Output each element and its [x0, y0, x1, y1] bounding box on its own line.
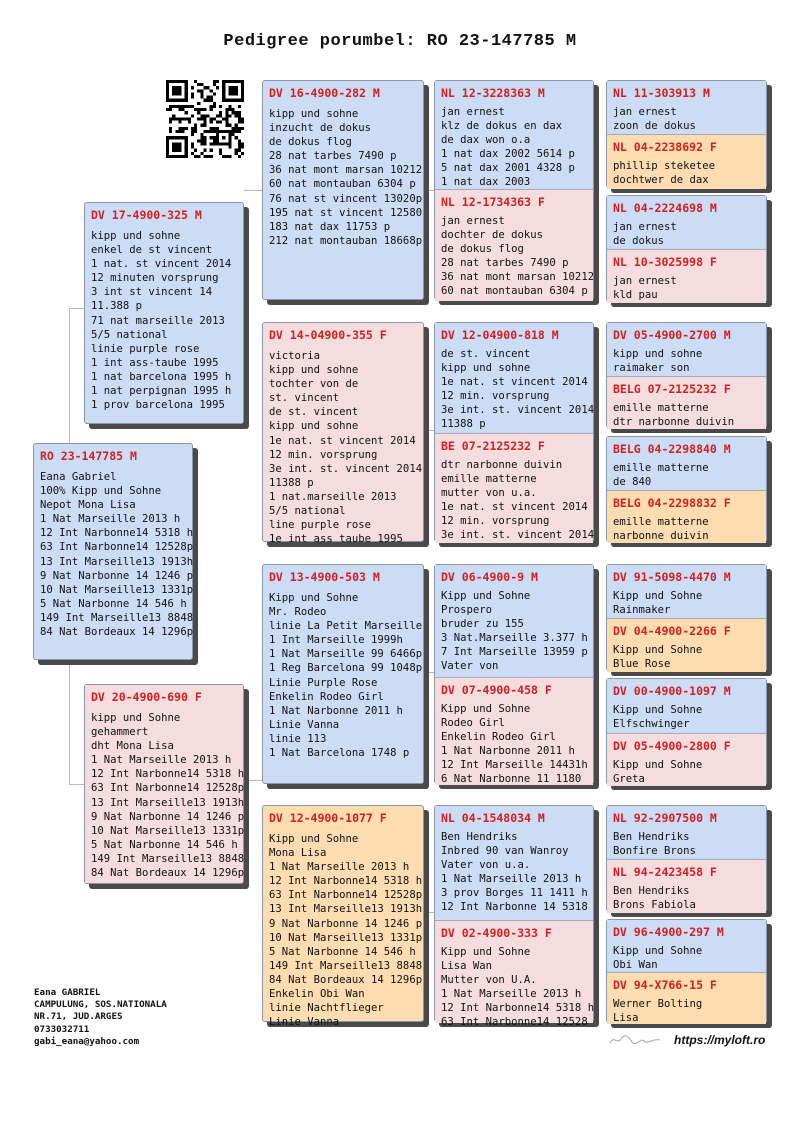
pedigree-line: emille matterne: [441, 473, 537, 486]
ring-number: RO 23-147785 M: [40, 449, 137, 463]
pedigree-line: 9 Nat Narbonne 14 1246 p: [40, 569, 194, 582]
connector-line: [244, 780, 262, 781]
card-lines: [91, 229, 237, 412]
pedigree-card-gen5-16: [607, 972, 766, 1024]
pedigree-line: 1e int ass taube 1995: [269, 533, 403, 546]
card-lines: [613, 758, 760, 786]
pedigree-line: 12 Int Narbonne14 5318 h: [91, 768, 245, 781]
pedigree-line: 149 Int Marseille13 8848: [40, 611, 194, 624]
card-lines: [613, 884, 760, 912]
pedigree-line: Vater von u.a.: [441, 859, 531, 872]
card-lines: [613, 220, 760, 248]
card-lines: [441, 702, 587, 787]
card-lines: [441, 347, 595, 432]
pedigree-line: 12 Int Narbonne14 5318 h: [441, 1002, 595, 1015]
pedigree-pair-gen5-7: [606, 805, 767, 912]
card-lines: [613, 830, 760, 858]
pedigree-line: 12 minuten vorsprung: [91, 272, 219, 285]
pedigree-card-gen5-3: [607, 196, 766, 249]
pedigree-line: 71 nat marseille 2013: [91, 314, 225, 327]
pedigree-line: 3e int. st. vincent 2014: [269, 462, 423, 475]
pedigree-line: de 840: [613, 476, 652, 489]
pedigree-line: 63 Int Narbonne14 12528p: [269, 889, 423, 902]
pedigree-line: Kipp und Sohne: [613, 759, 703, 771]
pedigree-line: jan ernest: [613, 275, 677, 287]
card-lines: [441, 214, 595, 299]
pedigree-pair-gen4-4: [434, 805, 595, 1029]
pedigree-line: Kipp und Sohne: [441, 703, 531, 715]
logo-icon: [608, 1033, 662, 1047]
card-lines: [441, 458, 595, 543]
pedigree-line: 149 Int Marseille13 8848: [91, 852, 245, 865]
pedigree-line: kipp und sohne: [269, 420, 359, 433]
pedigree-line: Lisa Wan: [441, 960, 493, 973]
pedigree-line: phillip steketee: [613, 160, 716, 172]
pedigree-line: 63 Int Narbonne14 12528: [441, 1016, 588, 1029]
ring-number: DV 05-4900-2800 F: [613, 739, 731, 753]
card-lines: [91, 711, 245, 880]
owner-address-2: NR.71, JUD.ARGES: [34, 1011, 123, 1023]
pedigree-line: 36 nat mont marsan 10212: [269, 164, 423, 177]
pedigree-card-gen5-11: [607, 679, 766, 733]
ring-number: DV 94-X766-15 F: [613, 978, 717, 992]
ring-number: DV 91-5098-4470 M: [613, 570, 731, 584]
pedigree-line: Ben Hendriks: [613, 885, 690, 897]
pedigree-line: Kipp und Sohne: [269, 833, 359, 845]
pedigree-card-gen3-2: [262, 322, 424, 546]
pedigree-card-gen5-15: [607, 920, 766, 972]
pedigree-card-gen4-1: [435, 81, 593, 189]
pedigree-line: Lisa: [613, 1012, 639, 1025]
ring-number: DV 07-4900-458 F: [441, 683, 552, 697]
pedigree-line: narbonne duivin: [613, 530, 709, 543]
ring-number: BELG 04-2298832 F: [613, 496, 731, 510]
pedigree-line: 1e nat. st vincent 2014: [441, 376, 588, 389]
connector-line: [424, 912, 434, 913]
pedigree-line: jan ernest: [613, 221, 677, 233]
pedigree-line: inzucht de dokus: [269, 122, 372, 135]
ring-number: DV 16-4900-282 M: [269, 86, 380, 100]
owner-contact: [34, 987, 167, 1048]
pedigree-line: de st. vincent: [269, 406, 359, 419]
pedigree-line: mutter von u.a.: [441, 487, 537, 500]
pedigree-line: 10 Nat Marseille13 1331p: [269, 931, 423, 944]
pedigree-line: Kipp und Sohne: [269, 592, 359, 604]
pedigree-line: 1 int ass-taube 1995: [91, 356, 219, 369]
pedigree-line: line purple rose: [269, 519, 372, 532]
pedigree-pair-gen5-3: [606, 322, 767, 428]
pedigree-line: Rodeo Girl: [441, 717, 505, 730]
pedigree-line: st. vincent: [269, 392, 340, 405]
pedigree-line: 5/5 national: [91, 328, 168, 341]
page-title: Pedigree porumbel: RO 23-147785 M: [223, 32, 577, 51]
card-lines: [613, 274, 760, 302]
pedigree-line: linie 113: [269, 732, 327, 745]
pedigree-card-gen5-12: [607, 733, 766, 786]
pedigree-line: emille matterne: [613, 516, 709, 528]
pedigree-card-gen5-10: [607, 618, 766, 672]
pedigree-line: 60 nat montauban 6304 p: [441, 285, 588, 298]
pedigree-line: 12 min. vorsprung: [441, 390, 550, 403]
ring-number: DV 20-4900-690 F: [91, 690, 202, 704]
pedigree-line: 9 Nat Narbonne 14 1246 p: [91, 810, 245, 823]
pedigree-line: Elfschwinger: [613, 718, 690, 731]
pedigree-line: 1 nat dax 2002 5614 p: [441, 148, 575, 161]
pedigree-line: 195 nat st vincent 12580: [269, 206, 423, 219]
pedigree-line: 1 Int Marseille 1999h: [269, 634, 403, 647]
pedigree-line: 1 Nat Narbonne 2011 h: [269, 704, 403, 717]
pedigree-line: 1 nat perpignan 1995 h: [91, 385, 232, 398]
pedigree-line: 1 Reg Barcelona 99 1048p: [269, 662, 423, 675]
pedigree-line: 1e nat. st vincent 2014: [269, 434, 416, 447]
pedigree-card-gen4-3: [435, 323, 593, 433]
ring-number: NL 04-1548034 M: [441, 811, 545, 825]
pedigree-line: linie La Petit Marseille: [269, 620, 423, 633]
pedigree-line: kipp und sohne: [91, 230, 181, 242]
pedigree-line: 13 Int Marseille13 1913h: [269, 903, 423, 916]
pedigree-line: 1 nat.marseille 2013: [269, 490, 397, 503]
pedigree-line: 1 Nat Barcelona 1748 p: [269, 747, 410, 760]
pedigree-line: 13 Int Marseille13 1913h: [40, 555, 194, 568]
pedigree-line: 1 nat. st vincent 2014: [91, 258, 232, 271]
ring-number: NL 10-3025998 F: [613, 255, 717, 269]
pedigree-line: 3 prov Borges 11 1411 h: [441, 887, 588, 900]
pedigree-line: Kipp und Sohne: [441, 946, 531, 958]
pedigree-line: Enkelin Rodeo Girl: [269, 690, 384, 703]
ring-number: DV 04-4900-2266 F: [613, 624, 731, 638]
pedigree-line: gehammert: [91, 726, 149, 739]
pedigree-line: 1 Nat Narbonne 2011 h: [441, 745, 575, 758]
pedigree-line: 84 Nat Bordeaux 14 1296p: [40, 626, 194, 639]
pedigree-line: Kipp und Sohne: [613, 945, 703, 957]
card-lines: [441, 830, 587, 915]
card-lines: [40, 470, 194, 639]
pedigree-line: Rainmaker: [613, 604, 671, 617]
ring-number: DV 12-4900-1077 F: [269, 811, 387, 825]
pedigree-line: Werner Bolting: [613, 998, 703, 1010]
pedigree-line: Ben Hendriks: [441, 831, 518, 843]
ring-number: BELG 07-2125232 F: [613, 382, 731, 396]
ring-number: DV 00-4900-1097 M: [613, 684, 731, 698]
pedigree-line: Kipp und Sohne: [613, 704, 703, 716]
pedigree-line: Vater von: [441, 660, 499, 673]
ring-number: DV 12-04900-818 M: [441, 328, 559, 342]
pedigree-line: jan ernest: [441, 215, 505, 227]
pedigree-line: 1 Nat Marseille 2013 h: [40, 513, 181, 526]
pedigree-line: 5 Nat Narbonne 14 546 h: [40, 597, 187, 610]
owner-name: Eana GABRIEL: [34, 987, 101, 998]
pedigree-line: raimaker son: [613, 362, 690, 375]
pedigree-pair-gen4-3: [434, 564, 594, 784]
ring-number: DV 02-4900-333 F: [441, 926, 552, 940]
pedigree-line: 12 Int Narbonne14 5318 h: [40, 527, 194, 540]
connector-line: [424, 672, 434, 673]
pedigree-line: Mona Lisa: [269, 847, 327, 860]
pedigree-line: 10 Nat Marseille13 1331p: [91, 824, 245, 837]
pedigree-card-gen5-8: [607, 490, 766, 543]
card-lines: [613, 347, 760, 375]
connector-line: [69, 308, 85, 444]
pedigree-line: de dokus flog: [441, 243, 524, 256]
pedigree-card-gen5-4: [607, 249, 766, 303]
pedigree-pair-gen5-2: [606, 195, 767, 302]
pedigree-line: 9 Nat Narbonne 14 1246 p: [269, 917, 423, 930]
pedigree-line: 1 nat barcelona 1995 h: [91, 370, 232, 383]
pedigree-card-gen5-6: [607, 376, 766, 429]
pedigree-line: Enkelin Rodeo Girl: [441, 731, 556, 744]
pedigree-line: 1 Nat Marseille 2013 h: [269, 861, 410, 874]
ring-number: BELG 04-2298840 M: [613, 442, 731, 456]
pedigree-line: dtr narbonne duivin: [613, 416, 735, 429]
card-lines: [613, 997, 760, 1025]
pedigree-line: 1 prov barcelona 1995: [91, 399, 225, 412]
pedigree-line: Nepot Mona Lisa: [40, 499, 136, 512]
pedigree-line: 3 int st vincent 14: [91, 286, 213, 299]
pedigree-line: Enkelin Obi Wan: [269, 988, 365, 1001]
pedigree-line: linie Nachtflieger: [269, 1002, 384, 1015]
pedigree-line: 5 Nat Narbonne 14 546 h: [91, 838, 238, 851]
ring-number: DV 05-4900-2700 M: [613, 328, 731, 342]
pedigree-line: Kipp und Sohne: [613, 644, 703, 656]
ring-number: NL 04-2238692 F: [613, 140, 717, 154]
ring-number: NL 12-1734363 F: [441, 195, 545, 209]
pedigree-line: 6 Nat Narbonne 11 1180: [441, 773, 582, 786]
pedigree-card-gen5-9: [607, 565, 766, 618]
pedigree-card-gen5-14: [607, 859, 766, 913]
pedigree-line: 28 nat tarbes 7490 p: [441, 257, 569, 270]
pedigree-line: 183 nat dax 11753 p: [269, 220, 391, 233]
pedigree-line: Mr. Rodeo: [269, 606, 327, 619]
card-lines: [269, 591, 423, 760]
pedigree-line: kipp und sohne: [269, 108, 359, 120]
card-lines: [613, 159, 760, 187]
pedigree-pair-gen5-5: [606, 564, 767, 671]
pedigree-line: 11388 p: [269, 476, 314, 489]
pedigree-line: 10 Nat Marseille13 1331p: [40, 583, 194, 596]
pedigree-pair-gen4-1: [434, 80, 594, 300]
website-link[interactable]: https://myloft.ro: [674, 1033, 766, 1047]
pedigree-line: dochter de dokus: [441, 229, 544, 242]
pedigree-line: 84 Nat Bordeaux 14 1296p: [91, 867, 245, 880]
pedigree-card-gen4-4: [435, 433, 593, 543]
pedigree-line: emille matterne: [613, 402, 709, 414]
pedigree-line: Greta: [613, 773, 645, 786]
ring-number: BE 07-2125232 F: [441, 439, 545, 453]
pedigree-line: Kipp und Sohne: [613, 590, 703, 602]
pedigree-line: kipp und sohne: [441, 362, 531, 375]
qr-code-icon: [166, 80, 244, 158]
pedigree-line: kipp und sohne: [613, 348, 703, 360]
pedigree-card-gen5-7: [607, 437, 766, 490]
pedigree-card-gen3-4: [262, 805, 424, 1029]
ring-number: DV 17-4900-325 M: [91, 208, 202, 222]
pedigree-line: Bonfire Brons: [613, 845, 696, 858]
pedigree-line: dtr narbonne duivin: [441, 459, 563, 471]
ring-number: DV 13-4900-503 M: [269, 570, 380, 584]
pedigree-line: enkel de st vincent: [91, 244, 213, 257]
pedigree-line: 3e int. st. vincent 2014: [441, 529, 595, 542]
pedigree-line: 13 Int Marseille13 1913h: [91, 796, 245, 809]
card-lines: [613, 105, 760, 133]
pedigree-line: 12 Int Marseille 14431h: [441, 759, 588, 772]
pedigree-card-gen4-5: [435, 565, 593, 677]
pedigree-line: 5 Nat Narbonne 14 546 h: [269, 945, 416, 958]
pedigree-line: 1 Nat Marseille 2013 h: [441, 873, 582, 886]
pedigree-line: Linie Vanna: [269, 718, 340, 731]
pedigree-line: 1 Nat Marseille 2013 h: [91, 754, 232, 767]
pedigree-line: Linie Purple Rose: [269, 676, 378, 689]
pedigree-line: 12 min. vorsprung: [269, 448, 378, 461]
pedigree-card-gen3-3: [262, 564, 424, 784]
pedigree-line: Inbred 90 van Wanroy: [441, 845, 569, 858]
pedigree-line: 12 Int Narbonne 14 5318: [441, 901, 588, 914]
pedigree-line: jan ernest: [613, 106, 677, 118]
pedigree-line: 12 min. vorsprung: [441, 515, 550, 528]
pedigree-card-gen4-6: [435, 677, 593, 785]
pedigree-line: zoon de dokus: [613, 120, 696, 133]
card-lines: [613, 515, 760, 543]
pedigree-line: de dax won o.a: [441, 134, 531, 147]
pedigree-line: 63 Int Narbonne14 12528p: [91, 782, 245, 795]
pedigree-line: klz de dokus en dax: [441, 120, 563, 133]
card-lines: [613, 589, 760, 617]
pedigree-line: Brons Fabiola: [613, 899, 696, 912]
pedigree-line: 63 Int Narbonne14 12528p: [40, 541, 194, 554]
card-lines: [269, 349, 423, 546]
pedigree-line: Eana Gabriel: [40, 471, 117, 483]
pedigree-line: Obi Wan: [613, 959, 658, 972]
pedigree-line: 1 Nat Marseille 2013 h: [441, 988, 582, 1001]
pedigree-line: 28 nat tarbes 7490 p: [269, 150, 397, 163]
card-lines: [441, 945, 595, 1030]
pedigree-line: 1 Nat Marseille 99 6466p: [269, 648, 423, 661]
owner-phone: 0733032711: [34, 1023, 90, 1035]
card-lines: [613, 703, 760, 731]
card-lines: [269, 107, 423, 248]
card-lines: [613, 401, 760, 429]
pedigree-line: 11.388 p: [91, 300, 143, 313]
owner-email[interactable]: gabi_eana@yahoo.com: [34, 1035, 140, 1047]
pedigree-line: bruder zu 155: [441, 618, 524, 631]
ring-number: NL 04-2224698 M: [613, 201, 717, 215]
pedigree-card-gen4-8: [435, 920, 595, 1029]
pedigree-card-gen3-1: [262, 80, 424, 300]
pedigree-line: kld pau: [613, 289, 658, 302]
pedigree-line: 149 Int Marseille13 8848: [269, 959, 423, 972]
ring-number: DV 14-04900-355 F: [269, 328, 387, 342]
ring-number: NL 11-303913 M: [613, 86, 710, 100]
pedigree-line: de dokus: [613, 235, 665, 248]
ring-number: NL 12-3228363 M: [441, 86, 545, 100]
pedigree-card-dam: [84, 684, 244, 884]
card-lines: [269, 832, 423, 1029]
pedigree-line: 36 nat mont marsan 10212: [441, 271, 595, 284]
pedigree-line: emille matterne: [613, 462, 709, 474]
pedigree-pair-gen5-8: [606, 919, 767, 1023]
pedigree-card-gen5-13: [607, 806, 766, 859]
pedigree-line: dochtwer de dax: [613, 174, 709, 187]
connector-line: [69, 660, 85, 785]
pedigree-line: de st. vincent: [441, 348, 531, 360]
pedigree-line: 60 nat montauban 6304 p: [269, 178, 416, 191]
pedigree-line: 76 nat st vincent 13020p: [269, 192, 423, 205]
pedigree-line: 84 Nat Bordeaux 14 1296p: [269, 973, 423, 986]
connector-line: [244, 190, 262, 191]
pedigree-line: Blue Rose: [613, 658, 671, 671]
pedigree-line: Prospero: [441, 604, 493, 617]
pedigree-line: victoria: [269, 350, 321, 362]
pedigree-card-root: [33, 443, 193, 660]
card-lines: [441, 589, 587, 674]
card-lines: [613, 461, 760, 489]
pedigree-card-sire: [84, 202, 244, 424]
pedigree-line: Kipp und Sohne: [441, 590, 531, 602]
pedigree-line: 5/5 national: [269, 505, 346, 518]
ring-number: NL 94-2423458 F: [613, 865, 717, 879]
card-lines: [613, 643, 760, 671]
pedigree-pair-gen5-6: [606, 678, 767, 785]
pedigree-line: 7 Int Marseille 13959 p: [441, 646, 588, 659]
ring-number: NL 92-2907500 M: [613, 811, 717, 825]
pedigree-line: 1 nat dax 2003: [441, 176, 531, 189]
ring-number: DV 96-4900-297 M: [613, 925, 724, 939]
pedigree-line: dht Mona Lisa: [91, 740, 174, 753]
pedigree-line: tochter von de: [269, 378, 359, 391]
pedigree-card-gen5-2: [607, 134, 766, 189]
pedigree-card-gen4-7: [435, 806, 593, 920]
pedigree-pair-gen5-1: [606, 80, 767, 188]
pedigree-line: Mutter von U.A.: [441, 974, 537, 987]
pedigree-line: 3e int. st. vincent 2014: [441, 404, 595, 417]
pedigree-card-gen4-2: [435, 189, 593, 301]
connector-line: [424, 430, 434, 431]
connector-line: [424, 190, 434, 191]
ring-number: DV 06-4900-9 M: [441, 570, 538, 584]
pedigree-line: 1e nat. st vincent 2014: [441, 501, 588, 514]
pedigree-line: Ben Hendriks: [613, 831, 690, 843]
pedigree-line: 212 nat montauban 18668p: [269, 234, 423, 247]
pedigree-line: de dokus flog: [269, 136, 352, 149]
pedigree-pair-gen4-2: [434, 322, 594, 542]
pedigree-line: Linie Vanna: [269, 1016, 340, 1029]
pedigree-line: 5 nat dax 2001 4328 p: [441, 162, 575, 175]
card-lines: [613, 944, 760, 972]
pedigree-card-gen5-1: [607, 81, 766, 134]
owner-address-1: CAMPULUNG, SOS.NATIONALA: [34, 999, 167, 1011]
pedigree-pair-gen5-4: [606, 436, 767, 542]
pedigree-line: 3 Nat.Marseille 3.377 h: [441, 632, 588, 645]
pedigree-card-gen5-5: [607, 323, 766, 376]
pedigree-line: 100% Kipp und Sohne: [40, 485, 162, 498]
pedigree-line: jan ernest: [441, 106, 505, 118]
pedigree-line: linie purple rose: [91, 342, 200, 355]
pedigree-line: kipp und sohne: [269, 364, 359, 377]
pedigree-line: kipp und Sohne: [91, 712, 181, 724]
pedigree-line: 11388 p: [441, 418, 486, 431]
card-lines: [441, 105, 587, 190]
pedigree-line: 12 Int Narbonne14 5318 h: [269, 875, 423, 888]
